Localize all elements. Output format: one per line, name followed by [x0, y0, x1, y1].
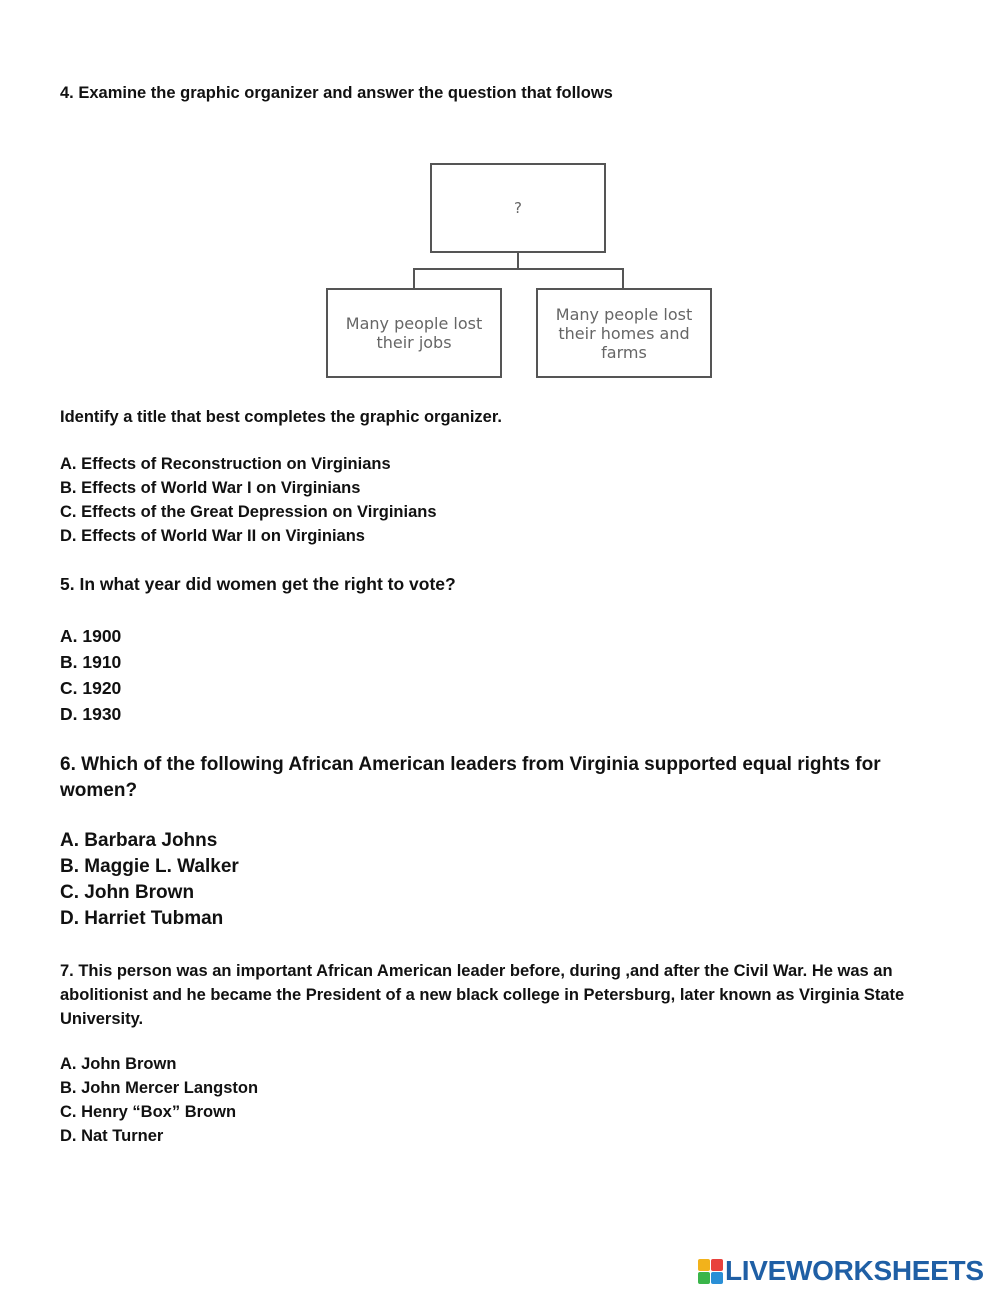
- organizer-title-box: ?: [430, 163, 606, 253]
- q6-option-b: B. Maggie L. Walker: [60, 856, 239, 877]
- q7-option-d: D. Nat Turner: [60, 1127, 164, 1145]
- q4-question: Identify a title that best completes the graphic organizer.: [60, 408, 502, 426]
- q4-option-d: D. Effects of World War II on Virginians: [60, 527, 365, 545]
- q5-option-d: D. 1930: [60, 704, 122, 724]
- q4-option-a: A. Effects of Reconstruction on Virginians: [60, 455, 391, 473]
- q7-question: 7. This person was an important African American leader before, during ,and after the Civil War. He was an abolitionist and he became the President of a new black college in Petersburg, later known as Virginia State University.: [60, 962, 905, 1028]
- logo-tile-4: [711, 1272, 723, 1284]
- q5-option-b: B. 1910: [60, 652, 122, 672]
- q4-option-b: B. Effects of World War I on Virginians: [60, 479, 361, 497]
- q5-option-c: C. 1920: [60, 678, 122, 698]
- logo-tile-1: [698, 1259, 710, 1271]
- logo-tile-3: [698, 1272, 710, 1284]
- logo-tile-2: [711, 1259, 723, 1271]
- organizer-box-left-text: Many people lost their jobs: [345, 314, 483, 352]
- logo-mark-icon: [698, 1259, 723, 1284]
- q6-question: 6. Which of the following African American leaders from Virginia supported equal rights for women?: [60, 754, 881, 801]
- q7-option-a: A. John Brown: [60, 1055, 177, 1073]
- organizer-connector-left: [413, 268, 415, 288]
- logo-text: LIVEWORKSHEETS: [725, 1255, 984, 1286]
- organizer-connector-bar: [413, 268, 624, 270]
- organizer-connector-right: [622, 268, 624, 288]
- q6-option-d: D. Harriet Tubman: [60, 908, 224, 929]
- q5-question: 5. In what year did women get the right to vote?: [60, 574, 456, 594]
- organizer-box-right: [536, 288, 712, 378]
- q5-option-a: A. 1900: [60, 626, 122, 646]
- liveworksheets-logo: [698, 1256, 984, 1286]
- q4-prompt: 4. Examine the graphic organizer and answer the question that follows: [60, 84, 613, 102]
- organizer-box-right-text: Many people lost their homes and farms: [555, 304, 693, 362]
- q7-option-c: C. Henry “Box” Brown: [60, 1103, 237, 1121]
- graphic-organizer: [320, 158, 720, 386]
- q4-option-c: C. Effects of the Great Depression on Virginians: [60, 503, 437, 521]
- q6-option-c: C. John Brown: [60, 882, 195, 903]
- q7-option-b: B. John Mercer Langston: [60, 1079, 259, 1097]
- organizer-box-left: [326, 288, 502, 378]
- q6-option-a: A. Barbara Johns: [60, 830, 218, 851]
